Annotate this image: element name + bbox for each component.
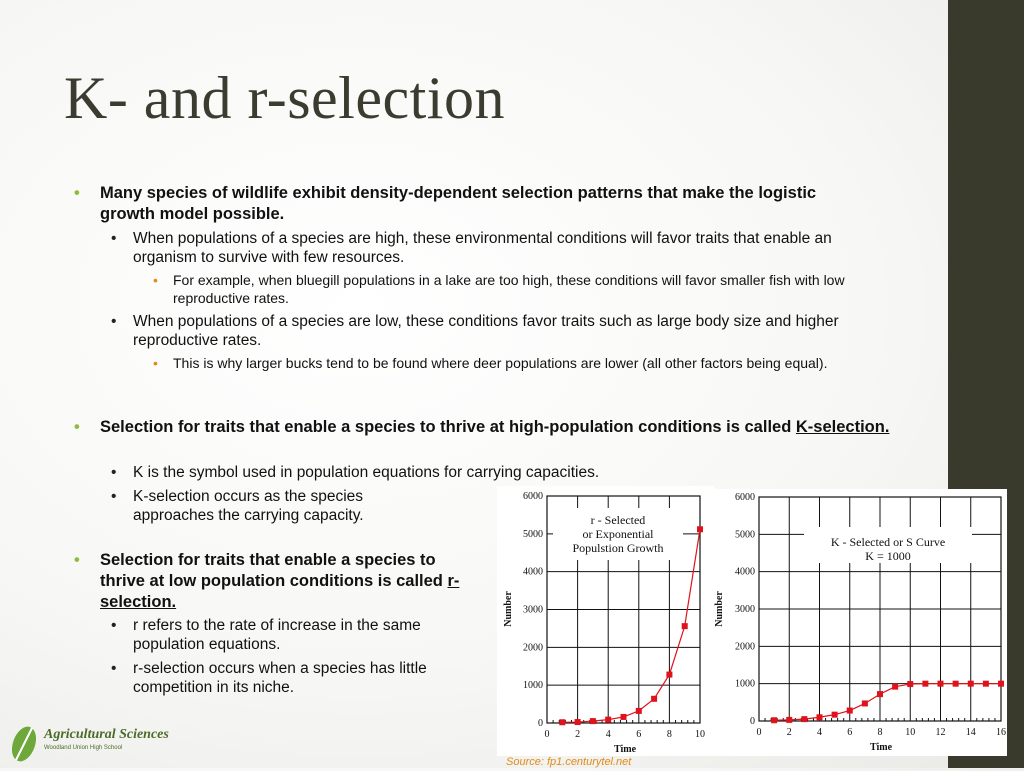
k-chart-x-tick-label: 0	[756, 727, 762, 738]
k-chart-x-tick-label: 6	[847, 727, 853, 738]
r-chart-x-tick-label: 0	[544, 729, 550, 740]
r-chart-x-tick-label: 4	[605, 729, 611, 740]
k-chart-data-point	[953, 681, 959, 687]
r-chart-ylabel: Number	[503, 591, 514, 627]
bullet-r-occurs: • r-selection occurs when a species has little competition in its niche.	[111, 660, 427, 696]
bullet-r-selection: • Selection for traits that enable a species to thrive at low population conditions is called r-selection.	[74, 551, 460, 611]
k-chart-data-point	[786, 717, 792, 723]
k-chart-data-point	[862, 700, 868, 706]
k-chart-x-tick-label: 2	[786, 727, 792, 738]
bullet-marker: •	[111, 617, 117, 634]
bullet-deer-example: • This is why larger bucks tend to be found where deer populations are lower (all other factors being equal).	[153, 355, 828, 371]
r-chart-data-point	[682, 623, 688, 629]
k-chart-x-tick-label: 12	[935, 727, 946, 738]
r-chart-data-point	[697, 526, 703, 532]
r-chart-data-point	[605, 717, 611, 723]
bullet-marker: •	[111, 313, 117, 330]
r-chart-y-tick-label: 5000	[523, 528, 543, 540]
k-chart-y-tick-label: 2000	[735, 641, 755, 653]
bullet-marker: •	[74, 551, 80, 569]
bullet-marker: •	[111, 464, 117, 481]
bullet-marker: •	[111, 230, 117, 247]
r-chart-title-line-3: Populstion Growth	[572, 541, 664, 555]
k-chart-data-point	[877, 691, 883, 697]
bullet-marker: •	[111, 488, 117, 505]
r-chart-y-tick-label: 1000	[523, 680, 543, 692]
r-chart-y-tick-label: 4000	[523, 566, 543, 578]
k-chart-y-tick-label: 5000	[735, 529, 755, 541]
k-chart-y-tick-label: 3000	[735, 604, 755, 615]
term-k-selection: K-selection.	[795, 418, 890, 436]
k-chart-data-point	[922, 681, 928, 687]
bullet-marker: •	[153, 355, 158, 371]
k-chart-data-point	[847, 708, 853, 714]
r-chart-data-point	[666, 672, 672, 678]
k-chart-data-point	[983, 681, 989, 687]
r-chart-title-line-1: r - Selected	[590, 513, 646, 527]
k-chart-data-point	[907, 681, 913, 687]
k-chart-data-point	[968, 681, 974, 687]
k-chart-y-tick-label: 1000	[735, 678, 755, 690]
slide-title: K- and r-selection	[64, 65, 505, 131]
k-chart-y-tick-label: 6000	[735, 492, 755, 503]
bullet-low-population: • When populations of a species are low, these conditions favor traits such as large body size and higher reproductive rates.	[111, 313, 839, 349]
r-chart-x-tick-label: 10	[695, 729, 705, 740]
r-chart-x-tick-label: 6	[636, 729, 642, 740]
k-chart-y-tick-label: 4000	[735, 566, 755, 578]
r-chart-data-point	[621, 714, 627, 720]
leaf-icon	[8, 720, 40, 766]
k-chart-xlabel: Time	[869, 742, 893, 753]
bullet-bluegill-example: • For example, when bluegill populations in a lake are too high, these conditions will favor smaller fish with low reproductive rates.	[153, 272, 845, 306]
bullet-high-population: • When populations of a species are high, these environmental conditions will favor traits that enable an organism to survive with few resources.	[111, 230, 832, 266]
r-chart-data-point	[559, 719, 565, 725]
k-chart-x-tick-label: 14	[965, 727, 976, 738]
k-chart-x-tick-label: 16	[996, 727, 1006, 738]
bullet-r-rate: • r refers to the rate of increase in the same population equations.	[111, 617, 421, 653]
r-chart-data-point	[575, 719, 581, 725]
r-selected-chart	[497, 486, 714, 756]
k-chart-x-tick-label: 4	[817, 727, 822, 738]
bullet-marker: •	[74, 418, 80, 436]
k-selected-chart-svg	[711, 489, 1007, 756]
r-chart-y-tick-label: 0	[538, 718, 543, 729]
r-chart-x-tick-label: 2	[575, 729, 581, 740]
bullet-marker: •	[153, 272, 158, 288]
k-chart-data-point	[998, 681, 1004, 687]
r-chart-data-point	[636, 708, 642, 714]
r-chart-y-tick-label: 6000	[523, 491, 543, 502]
image-source: Source: fp1.centurytel.net	[506, 756, 632, 768]
bullet-density-dependent: • Many species of wildlife exhibit density-dependent selection patterns that make the logistic growth model possible.	[74, 184, 817, 223]
r-chart-data-point	[651, 696, 657, 702]
k-selected-chart	[711, 489, 1007, 756]
k-chart-data-point	[892, 684, 898, 690]
logo-tagline: Woodland Union High School	[44, 745, 123, 751]
k-chart-title-line-2: K = 1000	[865, 549, 911, 563]
k-chart-x-tick-label: 8	[877, 727, 883, 738]
k-chart-data-point	[801, 716, 807, 722]
k-chart-data-point	[938, 681, 944, 687]
agricultural-sciences-logo	[8, 720, 178, 766]
r-selected-chart-svg	[497, 486, 714, 756]
k-chart-data-point	[832, 712, 838, 718]
k-chart-data-point	[817, 714, 823, 720]
term-r-selection: r-selection.	[100, 572, 460, 611]
k-chart-x-tick-label: 10	[905, 727, 916, 738]
r-chart-y-tick-label: 2000	[523, 642, 543, 654]
bullet-marker: •	[111, 660, 117, 677]
k-chart-title-line-1: K - Selected or S Curve	[830, 535, 946, 549]
r-chart-x-tick-label: 8	[666, 729, 672, 740]
k-chart-y-tick-label: 0	[750, 716, 755, 727]
r-chart-xlabel: Time	[613, 744, 637, 755]
bullet-k-symbol: • K is the symbol used in population equations for carrying capacities.	[111, 464, 600, 481]
logo-name: Agricultural Sciences	[44, 727, 169, 742]
r-chart-data-point	[590, 718, 596, 724]
bullet-k-occurs: • K-selection occurs as the species approaches the carrying capacity.	[111, 488, 364, 524]
k-chart-ylabel: Number	[714, 591, 725, 627]
k-chart-data-point	[771, 717, 777, 723]
bullet-marker: •	[74, 184, 80, 202]
k-chart-series-line	[774, 684, 1001, 721]
r-chart-title-line-2: or Exponential	[582, 527, 654, 541]
r-chart-y-tick-label: 3000	[523, 604, 543, 616]
bullet-k-selection: • Selection for traits that enable a species to thrive at high-population conditions is called K-selection.	[74, 418, 890, 436]
